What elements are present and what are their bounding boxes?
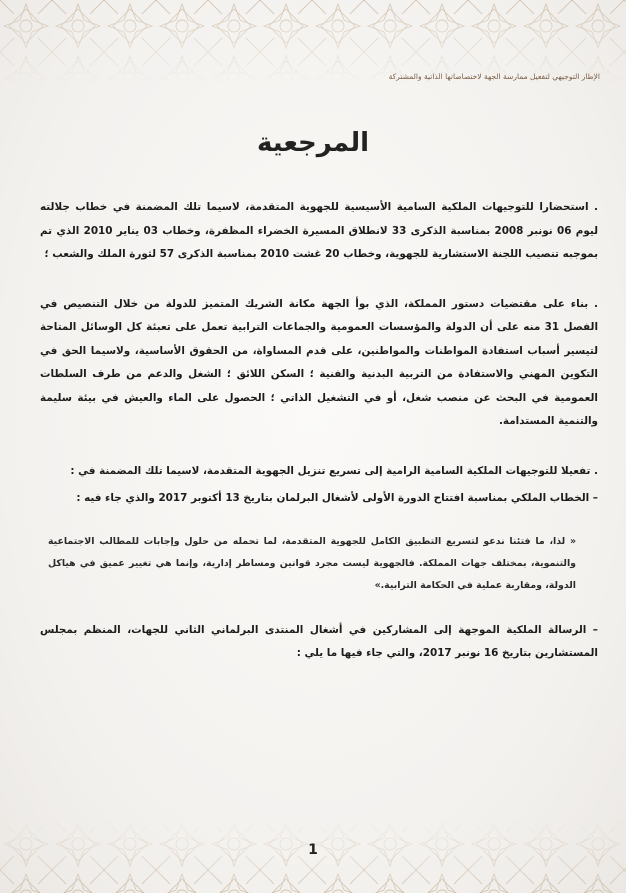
document-body <box>40 196 598 666</box>
quote-royal-speech: « لذا، ما فتئنا ندعو لتسريع التطبيق الكامل للجهوية المتقدمة، لما تحمله من حلول وإجابات للمطالب الاجتماعية والتنموية، بمختلف جهات المملكة. فالجهوية ليست مجرد قوانين ومساطر إدارية، وإنما هي تغيير عميق في هياكل الدولة، ومقاربة عملية في الحكامة الترابية.» <box>48 535 576 591</box>
page-title: المرجعية <box>256 128 370 158</box>
page-number: 1 <box>308 842 318 858</box>
paragraph-royal-letter: – الرسالة الملكية الموجهة إلى المشاركين في أشغال المنتدى البرلماني الثاني للجهات، المنظم بمجلس المستشارين بتاريخ 16 نونبر 2017، والتي جاء فيها ما يلي : <box>40 623 598 659</box>
running-header: الإطار التوجيهي لتفعيل ممارسة الجهة لاختصاصاتها الذاتية والمشتركة <box>388 72 600 81</box>
paragraph-parliament-speech: – الخطاب الملكي بمناسبة افتتاح الدورة الأولى لأشغال البرلمان بتاريخ 13 أكتوبر 2017 والذي جاء فيه : <box>76 492 598 504</box>
paragraph-royal-speeches: . استحضارا للتوجيهات الملكية السامية الأسيسية للجهوية المتقدمة، لاسيما تلك المضمنة في خطاب جلالته ليوم 06 نونبر 2008 بمناسبة الذكرى 33 لانطلاق المسيرة الخضراء المظفرة، وخطاب 03 يناير 2010 الذي تم بموجبه تنصيب اللجنة الاستشارية للجهوية، وخطاب 20 غشت 2010 بمناسبة الذكرى 57 لثورة الملك والشعب ؛ <box>40 201 598 260</box>
paragraph-constitution: . بناء على مقتضيات دستور المملكة، الذي بوأ الجهة مكانة الشريك المتميز للدولة من خلال التنصيص في الفصل 31 منه على أن الدولة والمؤسسات العمومية والجماعات الترابية تعمل على تعبئة كل الوسائل المتاحة لتيسير أسباب استفادة المواطنات والمواطنين، على قدم المساواة، من الحقوق الأساسية، ولاسيما الحق في التكوين المهني والاستفادة من التربية البدنية والفنية ؛ السكن اللائق ؛ الشغل والدعم من طرف السلطات العمومية في البحث عن منصب شغل، أو في التشغيل الذاتي ؛ الحصول على الماء والعيش في بيئة سليمة والتنمية المستدامة. <box>40 297 599 427</box>
paragraph-implementation: . تفعيلا للتوجيهات الملكية السامية الرامية إلى تسريع تنزيل الجهوية المتقدمة، لاسيما تلك المضمنة في : <box>70 464 598 477</box>
